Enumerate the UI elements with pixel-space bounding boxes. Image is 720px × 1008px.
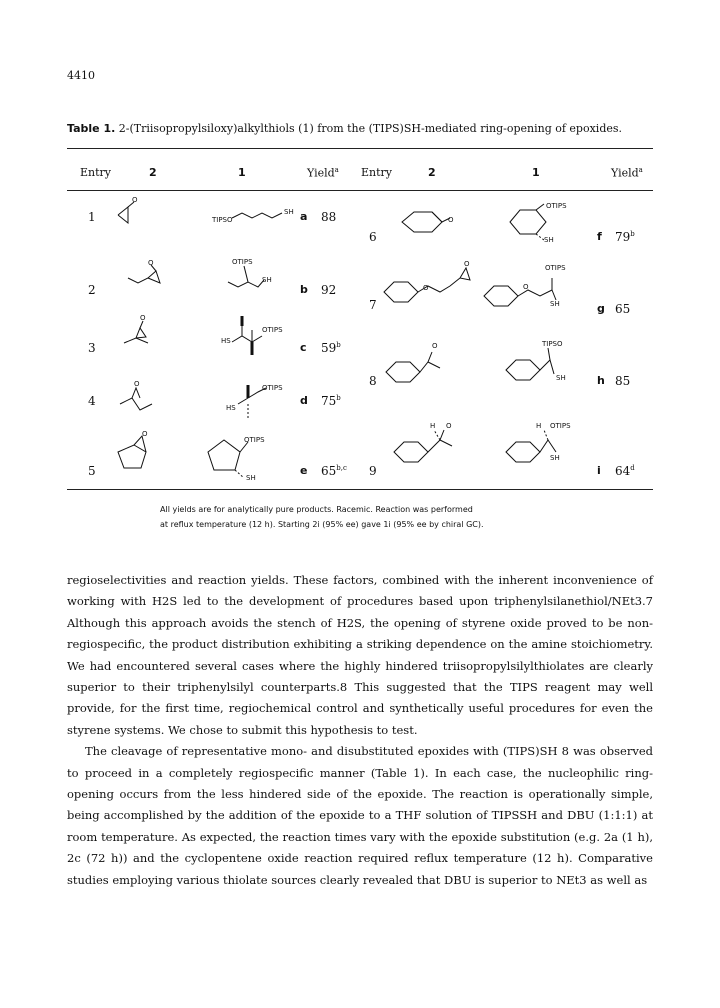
header-yield-right: Yield$^a$ [611, 166, 643, 180]
header-col1-right: 1 [532, 166, 540, 179]
atom-label: O [148, 259, 154, 267]
epoxide-2h [386, 352, 440, 382]
entry-number: 1 [88, 210, 96, 224]
yield-value: 88 [321, 210, 337, 224]
footnote-line-1: All yields are for analytically pure products. Racemic. Reaction was performed [160, 505, 473, 514]
product-label: f [597, 230, 602, 243]
atom-label: SH [262, 276, 272, 284]
entry-number: 7 [369, 298, 377, 312]
atom-label: TIPSO [212, 216, 233, 224]
atom-label: O [446, 422, 452, 430]
atom-label: SH [550, 454, 560, 462]
atom-label: O [464, 260, 470, 268]
table-caption-label: Table 1. [67, 122, 116, 135]
yield-value: 75$^b$ [321, 394, 341, 408]
atom-label: OTIPS [262, 384, 283, 392]
thiol-1h [506, 348, 554, 380]
atom-label: O [134, 380, 140, 388]
header-col1-left: 1 [238, 166, 246, 179]
thiol-1e [208, 440, 248, 478]
body-text [67, 570, 653, 891]
yield-value: 79$^b$ [615, 230, 635, 244]
epoxide-2b [128, 265, 160, 283]
atom-label: O [448, 216, 454, 224]
entry-number: 4 [88, 394, 96, 408]
header-col2-right: 2 [428, 166, 436, 179]
atom-label: OTIPS [545, 264, 566, 272]
yield-value: 92 [321, 283, 337, 297]
product-label: b [300, 283, 308, 296]
table-footnote [160, 502, 600, 532]
body-paragraph-2: The cleavage of representative mono- and disubstituted epoxides with (TIPS)SH 8 was observed to proceed in a completely regiospecific manner (Table 1). In each case, the nucleophilic ring-opening occurs from the less hindered side of the epoxide. The reaction is operationally simple, being accomplished by the addition of the epoxide to a THF solution of TIPSSH and DBU (1:1:1) at room temperature. As expected, the reaction times vary with the epoxide substitution (e.g. 2a (1 h), 2c (72 h)) and the cyclopentene oxide reaction required reflux temperature (12 h). Comparative studies employing various thiolate sources clearly revealed that DBU is superior to NEt3 as well as [67, 744, 653, 887]
atom-label: O [423, 284, 429, 292]
header-yield-left: Yield$^a$ [307, 166, 339, 180]
atom-label: TIPSO [542, 340, 563, 348]
entry-number: 3 [88, 341, 96, 355]
atom-label: HS [226, 404, 236, 412]
chemical-structures [0, 0, 720, 500]
epoxide-2c [124, 321, 148, 343]
thiol-1g [484, 278, 556, 306]
header-col2-left: 2 [149, 166, 157, 179]
atom-label: SH [284, 208, 294, 216]
atom-label: O [140, 314, 146, 322]
atom-label: H [536, 422, 542, 430]
thiol-1c [232, 316, 262, 355]
atom-label: O [432, 342, 438, 350]
header-entry-right: Entry [361, 166, 393, 179]
atom-label: OTIPS [262, 326, 283, 334]
product-label: g [597, 302, 605, 315]
product-label: c [300, 341, 307, 354]
atom-label: O [132, 196, 138, 204]
entry-number: 8 [369, 374, 377, 388]
table-caption-text: 2-(Triisopropylsiloxy)alkylthiols (1) from the (TIPS)SH-mediated ring-opening of epoxides. [118, 122, 623, 135]
epoxide-2a [118, 202, 134, 223]
body-paragraph-1: regioselectivities and reaction yields. These factors, combined with the inherent inconvenience of working with H2S led to the development of procedures based upon triphenylsilanethiol/NEt3.7 Although this approach avoids the stench of H2S, the opening of styrene oxide proved to be non-regiospecific, the product distribution exhibiting a striking dependence on the amine stoichiometry. We had encountered several cases where the highly hindered triisopropylsilylthiolates are clearly superior to their triphenylsilyl counterparts.8 This suggested that the TIPS reagent may well provide, for the first time, regiochemical control and synthetically useful procedures for even the styrene systems. We chose to submit this hypothesis to test. [67, 573, 653, 737]
page-number: 4410 [67, 69, 95, 82]
thiol-1f [510, 204, 546, 240]
atom-label: O [142, 430, 148, 438]
header-entry-left: Entry [80, 166, 112, 179]
yield-value: 65 [615, 302, 631, 316]
atom-label: OTIPS [232, 258, 253, 266]
product-label: h [597, 374, 605, 387]
thiol-1i [506, 430, 556, 462]
atom-label: H [430, 422, 436, 430]
thiol-1b [228, 266, 264, 287]
epoxide-2e [118, 436, 146, 468]
entry-number: 9 [369, 464, 377, 478]
product-label: a [300, 210, 308, 223]
atom-label: SH [544, 236, 554, 244]
thiol-1a [232, 213, 282, 218]
product-label: d [300, 394, 308, 407]
entry-number: 5 [88, 464, 96, 478]
entry-number: 6 [369, 230, 377, 244]
atom-label: HS [221, 337, 231, 345]
atom-label: OTIPS [550, 422, 571, 430]
yield-value: 64$^d$ [615, 464, 635, 478]
atom-label: OTIPS [546, 202, 567, 210]
atom-label: OTIPS [244, 436, 265, 444]
product-label: i [597, 464, 601, 477]
atom-label: O [523, 283, 529, 291]
product-label: e [300, 464, 308, 477]
epoxide-2i [394, 430, 452, 462]
atom-label: SH [246, 474, 256, 482]
epoxide-2d [120, 388, 152, 410]
atom-label: SH [550, 300, 560, 308]
footnote-line-2: at reflux temperature (12 h). Starting 2i (95% ee) gave 1i (95% ee by chiral GC). [160, 520, 484, 529]
entry-number: 2 [88, 283, 96, 297]
atom-label: SH [556, 374, 566, 382]
yield-value: 85 [615, 374, 631, 388]
yield-value: 59$^b$ [321, 341, 341, 355]
yield-value: 65$^{b,c}$ [321, 464, 347, 478]
epoxide-2f [402, 212, 450, 232]
